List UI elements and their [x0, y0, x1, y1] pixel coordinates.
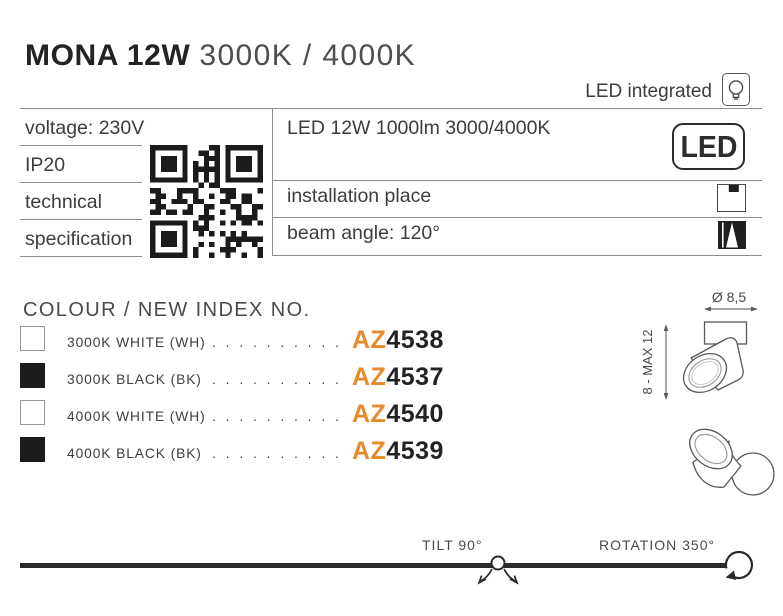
row-code-az4539 — [352, 439, 444, 464]
voltage-cell: voltage: 230V — [25, 117, 145, 139]
rotation-arrow-glyph — [720, 547, 760, 587]
tilt-label: TILT 90° — [422, 537, 483, 553]
product-drawing-glyph — [630, 282, 783, 512]
swatch-4000k-black — [20, 437, 45, 462]
product-drawing — [630, 282, 783, 512]
bulb-glyph — [726, 78, 746, 102]
code-number: 4538 — [386, 326, 444, 354]
code-number: 4540 — [386, 400, 444, 428]
row-dots: . . . . . . . . . . — [212, 372, 342, 387]
row-label-3000k-white: 3000K WHITE (WH) — [67, 335, 206, 350]
led-bulb-icon — [722, 73, 750, 106]
left-row-divider-3 — [20, 219, 142, 220]
swatch-3000k-black — [20, 363, 45, 388]
colour-section-heading: COLOUR / NEW INDEX NO. — [23, 299, 311, 321]
table-top-border — [20, 108, 762, 109]
swatch-4000k-white — [20, 400, 45, 425]
code-prefix: AZ — [352, 400, 387, 428]
ceiling-mount-tab — [728, 185, 738, 192]
row-label-4000k-white: 4000K WHITE (WH) — [67, 409, 206, 424]
rotation-label: ROTATION 350° — [599, 537, 716, 553]
code-prefix: AZ — [352, 363, 387, 391]
lamp-spec-cell: LED 12W 1000lm 3000/4000K — [287, 117, 551, 139]
table-column-divider — [272, 108, 273, 255]
led-integrated-label: LED integrated — [585, 81, 712, 102]
svg-text:Ø 8,5: Ø 8,5 — [711, 289, 747, 305]
table-row-divider-1 — [272, 180, 762, 181]
ceiling-mount-icon — [717, 184, 746, 212]
qr-code — [150, 145, 263, 258]
table-bottom-border — [272, 255, 762, 256]
rotation-arrow-icon — [720, 547, 760, 587]
row-code-az4538 — [352, 328, 444, 353]
product-variant: 3000K / 4000K — [199, 39, 417, 72]
code-prefix: AZ — [352, 437, 387, 465]
led-badge-text: LED — [679, 128, 738, 164]
left-row-divider-4 — [20, 256, 142, 257]
row-dots: . . . . . . . . . . — [212, 409, 342, 424]
qr-caption-line2: specification — [25, 228, 133, 250]
row-dots: . . . . . . . . . . — [212, 446, 342, 461]
beam-angle-icon — [718, 221, 746, 249]
row-dots: . . . . . . . . . . — [212, 335, 342, 350]
footer-rule — [20, 563, 726, 568]
beam-angle-cell: beam angle: 120° — [287, 222, 441, 244]
swatch-3000k-white — [20, 326, 45, 351]
product-model: MONA 12W — [25, 39, 191, 72]
svg-text:8 - MAX 12: 8 - MAX 12 — [640, 329, 655, 395]
qr-caption-line1: technical — [25, 191, 102, 213]
table-row-divider-2 — [272, 217, 762, 218]
tilt-pivot-icon — [468, 549, 532, 597]
left-row-divider-1 — [20, 145, 142, 146]
row-label-4000k-black: 4000K BLACK (BK) — [67, 446, 202, 461]
beam-glyph — [718, 221, 746, 249]
installation-cell: installation place — [287, 185, 432, 207]
code-number: 4537 — [386, 363, 444, 391]
led-badge — [672, 123, 745, 170]
row-label-3000k-black: 3000K BLACK (BK) — [67, 372, 202, 387]
left-row-divider-2 — [20, 182, 142, 183]
qr-code-glyph — [150, 145, 263, 258]
row-code-az4537 — [352, 365, 444, 390]
code-prefix: AZ — [352, 326, 387, 354]
page-title — [25, 41, 416, 71]
row-code-az4540 — [352, 402, 444, 427]
code-number: 4539 — [386, 437, 444, 465]
tilt-pivot-glyph — [468, 549, 532, 597]
ip-rating-cell: IP20 — [25, 154, 66, 176]
